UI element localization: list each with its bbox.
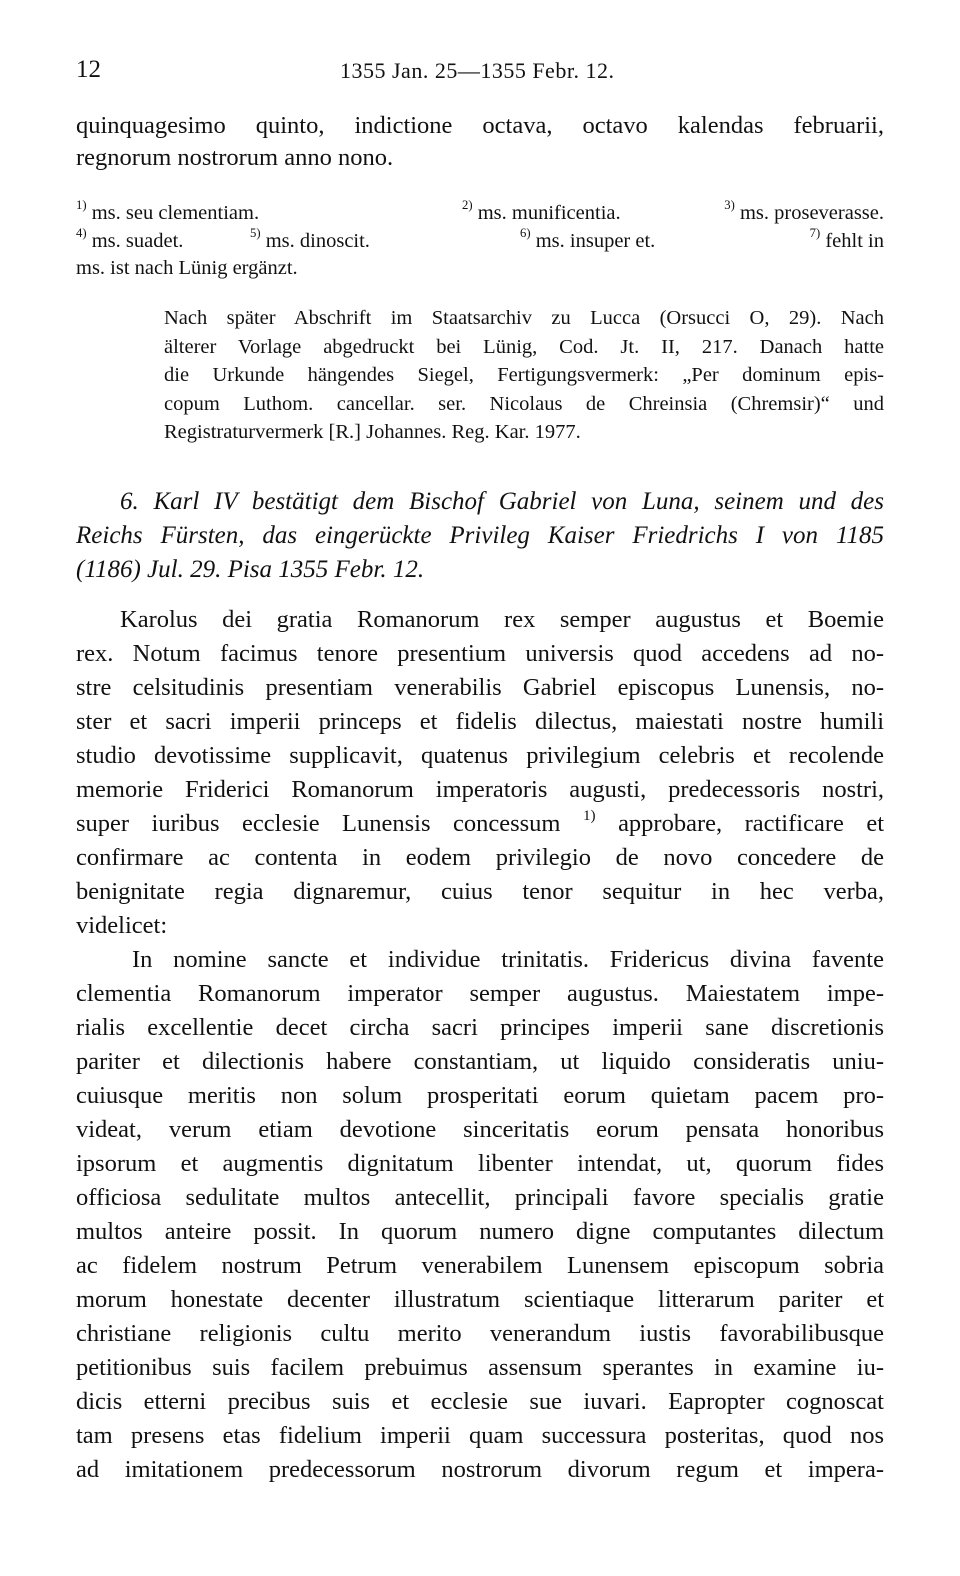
body-text-line: ster et sacri imperii princeps et fidelis dilectus, maiestati nostre humili: [76, 708, 884, 735]
body-text-line: multos anteire possit. In quorum numero digne computantes dilectum: [76, 1218, 884, 1245]
body-text-line: petitionibus suis facilem prebuimus assensum sperantes in examine iu-: [76, 1354, 884, 1381]
prev-text-line: quinquagesimo quinto, indictione octava, octavo kalendas februarii,: [76, 112, 884, 139]
body-text-line: tam presens etas fidelium imperii quam successura posteritas, quod nos: [76, 1422, 884, 1449]
body-text-line: morum honestate decenter illustratum scientiaque litterarum pariter et: [76, 1286, 884, 1313]
footnote: $^{6)}$ ms. insuper et.: [520, 226, 656, 252]
document-title-line: (1186) Jul. 29. Pisa 1355 Febr. 12.: [76, 556, 425, 583]
body-text-line: rex. Notum facimus tenore presentium universis quod accedens ad no-: [76, 640, 884, 667]
running-head-date: 1355 Jan. 25—1355 Febr. 12.: [340, 58, 615, 83]
body-text-line: studio devotissime supplicavit, quatenus privilegium celebris et recolende: [76, 742, 884, 769]
body-text-line: clementia Romanorum imperator semper augustus. Maiestatem impe-: [76, 980, 884, 1007]
document-title-line: Reichs Fürsten, das eingerückte Privileg Kaiser Friedrichs I von 1185: [76, 522, 884, 549]
body-text-line: christiane religionis cultu merito venerandum iustis favorabilibusque: [76, 1320, 884, 1347]
footnote: $^{2)}$ ms. munificentia.: [462, 198, 621, 224]
body-text-line: videlicet:: [76, 912, 168, 939]
footnote-continuation: ms. ist nach Lünig ergänzt.: [76, 257, 298, 279]
body-text-line: dicis etterni precibus suis et ecclesie sue iuvari. Eapropter cognoscat: [76, 1388, 884, 1415]
body-text-line: confirmare ac contenta in eodem privilegio de novo concedere de: [76, 844, 884, 871]
body-text-line: Karolus dei gratia Romanorum rex semper augustus et Boemie: [120, 606, 884, 633]
body-text-line: officiosa sedulitate multos antecellit, principali favore specialis gratie: [76, 1184, 884, 1211]
source-note-line: copum Luthom. cancellar. ser. Nicolaus de Chreinsia (Chremsir)“ und: [164, 393, 884, 415]
body-text-line: ipsorum et augmentis dignitatum libenter intendat, ut, quorum fides: [76, 1150, 884, 1177]
body-text-line: benignitate regia dignaremur, cuius tenor sequitur in hec verba,: [76, 878, 884, 905]
body-text-line: In nomine sancte et individue trinitatis. Fridericus divina favente: [132, 946, 884, 973]
body-text-line: cuiusque meritis non solum prosperitati eorum quietam pacem pro-: [76, 1082, 884, 1109]
footnote: $^{4)}$ ms. suadet.: [76, 226, 184, 252]
body-text-segment: approbare, ractificare et: [618, 810, 885, 837]
source-note-line: die Urkunde hängendes Siegel, Fertigungsvermerk: „Per dominum epis-: [164, 364, 884, 386]
body-text-line: ac fidelem nostrum Petrum venerabilem Lunensem episcopum sobria: [76, 1252, 884, 1279]
body-text-line: videat, verum etiam devotione sinceritatis eorum pensata honoribus: [76, 1116, 884, 1143]
page-number: 12: [76, 56, 101, 83]
source-note-line: Nach später Abschrift im Staatsarchiv zu Lucca (Orsucci O, 29). Nach: [164, 307, 884, 329]
body-text-line: stre celsitudinis presentiam venerabilis Gabriel episcopus Lunensis, no-: [76, 674, 884, 701]
body-text-line: ad imitationem predecessorum nostrorum divorum regum et impera-: [76, 1456, 884, 1483]
body-text-line: rialis excellentie decet circha sacri principes imperii sane discretionis: [76, 1014, 884, 1041]
footnote-reference: 1): [582, 806, 596, 824]
body-text-line: pariter et dilectionis habere constantiam, ut liquido consideratis uniu-: [76, 1048, 884, 1075]
running-head: [76, 56, 884, 90]
footnote: $^{5)}$ ms. dinoscit.: [250, 226, 370, 252]
document-title-line: 6. Karl IV bestätigt dem Bischof Gabriel von Luna, seinem und des: [120, 488, 884, 515]
body-text-segment: super iuribus ecclesie Lunensis concessum: [76, 810, 561, 837]
footnote: $^{3)}$ ms. proseverasse.: [724, 198, 884, 224]
footnote: $^{1)}$ ms. seu clementiam.: [76, 198, 260, 224]
source-note-line: älterer Vorlage abgedruckt bei Lünig, Cod. Jt. II, 217. Danach hatte: [164, 336, 884, 358]
prev-text-line: regnorum nostrorum anno nono.: [76, 144, 394, 171]
footnote: $^{7)}$ fehlt in: [809, 226, 884, 252]
source-note-line: Registraturvermerk [R.] Johannes. Reg. Kar. 1977.: [164, 421, 581, 443]
body-text-line: memorie Friderici Romanorum imperatoris augusti, predecessoris nostri,: [76, 776, 884, 803]
body-text-line: [76, 806, 885, 838]
